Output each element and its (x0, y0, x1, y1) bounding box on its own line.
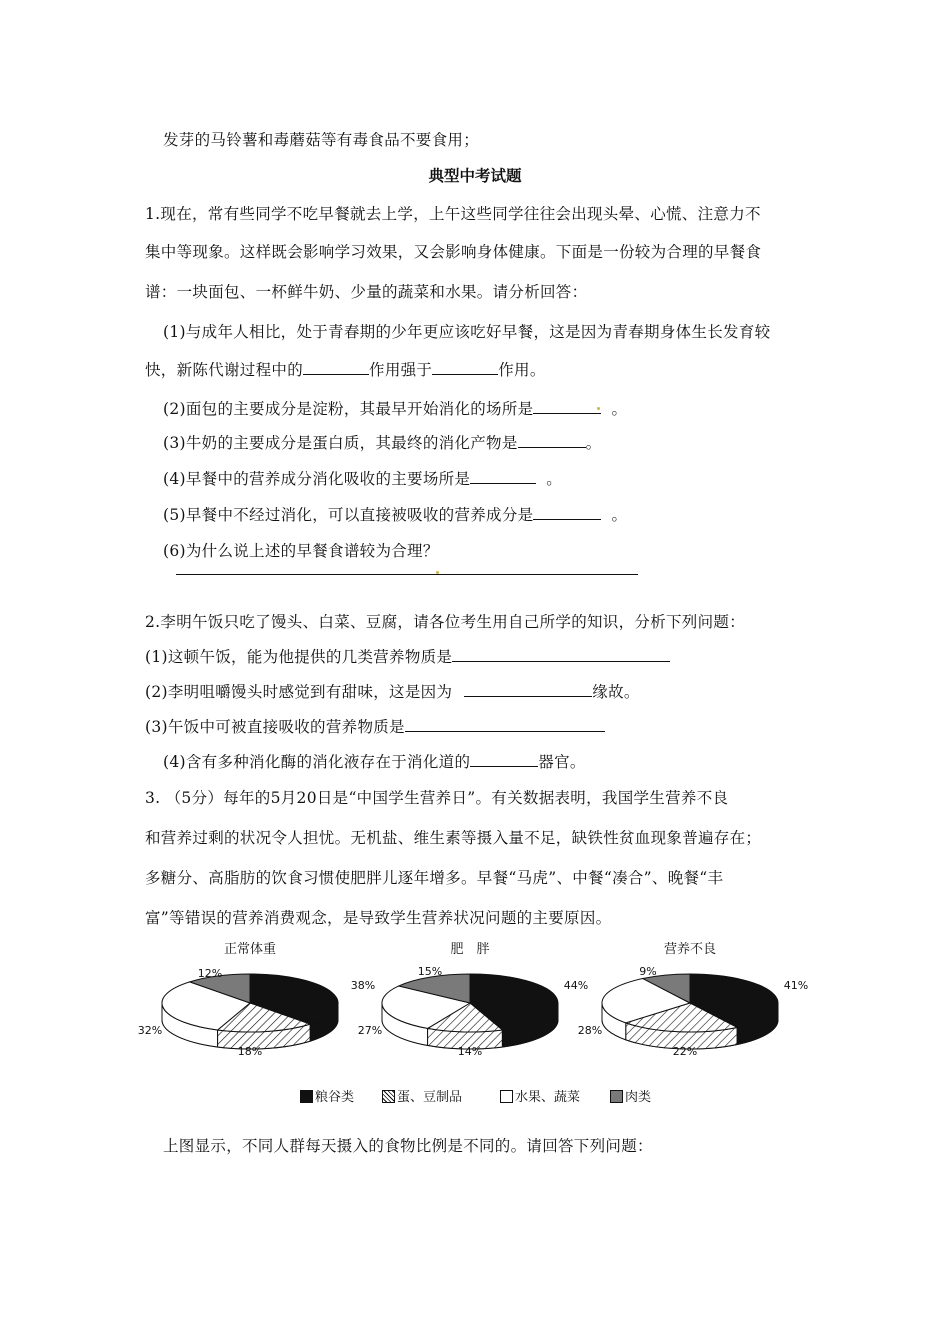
pie-value-label: 22% (672, 1045, 698, 1058)
q2-part1-text: (1)这顿午饭，能为他提供的几类营养物质是 (145, 648, 453, 666)
legend-item-egg-bean (382, 1086, 462, 1105)
legend-swatch-hatch (382, 1090, 395, 1103)
legend-item-grain (300, 1086, 354, 1105)
legend-label: 蛋、豆制品 (397, 1090, 463, 1105)
q2-part4-text: (4)含有多种消化酶的消化液存在于消化道的 (163, 753, 471, 771)
answer-blank[interactable] (470, 469, 536, 484)
q3-stem-line-3: 多糖分、高脂肪的饮食习惯使肥胖儿逐年增多。早餐“马虎”、中餐“凑合”、晚餐“丰 (145, 869, 724, 887)
q2-part1 (145, 645, 670, 667)
q1-part3 (163, 431, 601, 453)
q1-part1-line-a: (1)与成年人相比，处于青春期的少年更应该吃好早餐，这是因为青春期身体生长发育较 (163, 323, 771, 341)
legend-item-fruit-veg (500, 1086, 580, 1105)
q1-part5-end: 。 (611, 506, 628, 524)
q2-part4 (163, 750, 586, 772)
q1-part2-end: 。 (611, 400, 628, 418)
q1-stem-line-1: 1.现在，常有些同学不吃早餐就去上学，上午这些同学往往会出现头晕、心慌、注意力不 (145, 205, 761, 223)
q2-stem: 2.李明午饭只吃了馒头、白菜、豆腐，请各位考生用自己所学的知识，分析下列问题： (145, 613, 745, 631)
q2-part4-end: 器官。 (538, 753, 586, 771)
answer-blank[interactable] (452, 647, 670, 662)
pie-value-label: 38% (350, 979, 376, 992)
intro-text: 发芽的马铃薯和毒蘑菇等有毒食品不要食用； (163, 131, 480, 149)
answer-blank[interactable] (432, 360, 498, 375)
q2-part2 (145, 680, 640, 702)
answer-blank[interactable] (405, 717, 605, 732)
answer-blank[interactable] (470, 752, 538, 767)
q1-part6: (6)为什么说上述的早餐食谱较为合理？ (163, 542, 439, 560)
legend-label: 肉类 (625, 1090, 652, 1105)
pie-value-label: 41% (783, 979, 809, 992)
pie-chart (138, 941, 375, 1058)
pie-value-label: 12% (197, 967, 223, 980)
answer-blank[interactable] (464, 682, 592, 697)
q1-part1-text-a: 快，新陈代谢过程中的 (145, 361, 304, 379)
pie-value-label: 18% (237, 1045, 263, 1058)
q1-part5 (163, 503, 627, 525)
pie-value-label: 14% (457, 1045, 483, 1058)
q3-stem-line-1: 3. （5分）每年的5月20日是“中国学生营养日”。有关数据表明，我国学生营养不良 (145, 789, 729, 807)
pie-value-label: 32% (137, 1024, 163, 1037)
pie-value-label: 28% (577, 1024, 603, 1037)
answer-blank[interactable] (533, 505, 601, 520)
q1-part3-text: (3)牛奶的主要成分是蛋白质，其最终的消化产物是 (163, 434, 518, 452)
q3-stem-line-2: 和营养过剩的状况令人担忧。无机盐、维生素等摄入量不足，缺铁性贫血现象普遍存在； (145, 829, 762, 847)
q1-part4-end: 。 (546, 470, 563, 488)
q1-part3-end: 。 (585, 434, 602, 452)
answer-blank[interactable] (518, 433, 586, 448)
q2-part2-text: (2)李明咀嚼馒头时感觉到有甜味，这是因为 (145, 683, 453, 701)
pie-title: 肥 胖 (450, 942, 490, 957)
q2-part3 (145, 715, 605, 737)
q1-part2 (163, 397, 627, 419)
pie-value-label: 9% (639, 965, 657, 978)
q2-part3-text: (3)午饭中可被直接吸收的营养物质是 (145, 718, 405, 736)
section-title: 典型中考试题 (428, 167, 522, 185)
answer-blank[interactable] (303, 360, 369, 375)
stray-dot (597, 407, 600, 410)
pie-chart (578, 942, 808, 1058)
pie-title: 营养不良 (663, 942, 717, 957)
pie-chart (358, 941, 588, 1058)
stray-dot (436, 571, 439, 574)
answer-blank[interactable] (533, 399, 601, 414)
q1-part5-text: (5)早餐中不经过消化，可以直接被吸收的营养成分是 (163, 506, 534, 524)
q1-stem-line-3: 谱：一块面包、一杯鲜牛奶、少量的蔬菜和水果。请分析回答： (145, 283, 588, 301)
pie-value-label: 27% (357, 1024, 383, 1037)
legend-swatch-gray (610, 1090, 623, 1103)
q3-after-chart: 上图显示，不同人群每天摄入的食物比例是不同的。请回答下列问题： (163, 1137, 653, 1155)
q1-part4 (163, 467, 562, 489)
food-ratio-pie-charts (137, 935, 809, 1075)
legend-label: 水果、蔬菜 (515, 1090, 581, 1105)
pie-value-label: 15% (417, 965, 443, 978)
pie-value-label: 44% (563, 979, 589, 992)
legend-item-meat (610, 1086, 651, 1105)
q1-part1-text-c: 作用。 (498, 361, 546, 379)
q1-part2-text: (2)面包的主要成分是淀粉，其最早开始消化的场所是 (163, 400, 534, 418)
q3-stem-line-4: 富”等错误的营养消费观念，是导致学生营养状况问题的主要原因。 (145, 909, 612, 927)
answer-line[interactable] (176, 560, 638, 575)
pie-title: 正常体重 (223, 942, 277, 957)
legend-swatch-black (300, 1090, 313, 1103)
q1-stem-line-2: 集中等现象。这样既会影响学习效果，又会影响身体健康。下面是一份较为合理的早餐食 (145, 243, 762, 261)
q2-part2-end: 缘故。 (592, 683, 640, 701)
q1-part1-text-b: 作用强于 (369, 361, 433, 379)
legend-swatch-white (500, 1090, 513, 1103)
legend-label: 粮谷类 (315, 1090, 355, 1105)
q1-part4-text: (4)早餐中的营养成分消化吸收的主要场所是 (163, 470, 471, 488)
q1-part1-line-b (145, 358, 546, 380)
